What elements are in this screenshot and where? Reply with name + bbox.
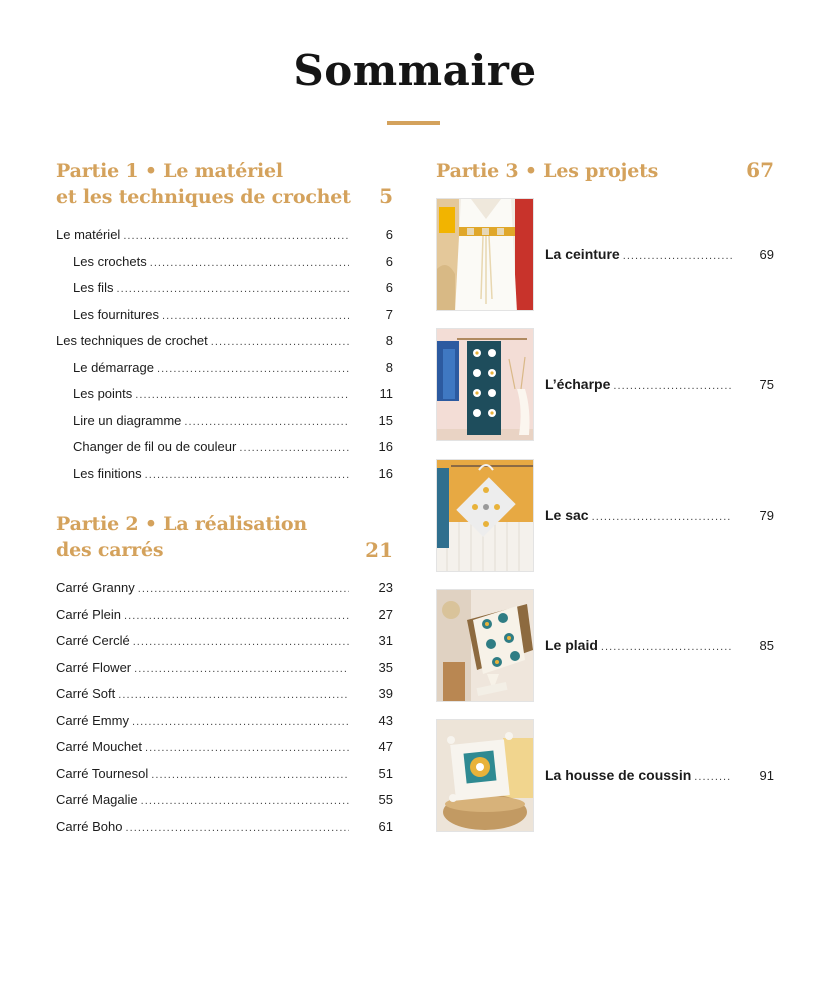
toc-entry-label: Le démarrage: [73, 359, 154, 375]
toc-entry-label: Lire un diagramme: [73, 412, 182, 428]
part1-toc-list: [56, 227, 393, 492]
project-page: 75: [759, 377, 774, 392]
toc-entry-label: Carré Soft: [56, 686, 116, 701]
part2-toc-list: [56, 580, 393, 845]
toc-entry-page: 8: [385, 359, 393, 375]
toc-entry-label: Carré Magalie: [56, 792, 138, 807]
toc-entry[interactable]: [56, 633, 393, 660]
leader-dots: [135, 389, 349, 401]
project-row-cushion[interactable]: [545, 767, 774, 783]
toc-entry[interactable]: [56, 307, 393, 334]
part2-page: 21: [365, 538, 393, 562]
toc-entry[interactable]: [56, 254, 393, 281]
project-label: Le plaid: [545, 637, 598, 653]
leader-dots: [162, 310, 349, 322]
toc-entry-page: 16: [378, 439, 393, 454]
toc-entry[interactable]: [56, 466, 393, 493]
toc-entry-label: Les crochets: [73, 253, 147, 269]
leader-dots: [138, 583, 349, 595]
toc-entry-label: Carré Tournesol: [56, 765, 149, 781]
toc-entry[interactable]: [56, 360, 393, 387]
toc-entry-label: Les fournitures: [73, 306, 159, 322]
part1-page: 5: [379, 184, 393, 208]
leader-dots: [145, 469, 349, 481]
project-page: 85: [759, 638, 774, 653]
toc-entry[interactable]: [56, 766, 393, 793]
leader-dots: [124, 610, 349, 622]
project-item: [436, 589, 774, 702]
toc-entry-label: Changer de fil ou de couleur: [73, 439, 237, 454]
toc-entry[interactable]: [56, 739, 393, 766]
scarf-photo: [436, 328, 534, 441]
project-item: [436, 719, 774, 832]
toc-entry-label: Carré Plein: [56, 606, 122, 622]
leader-dots: [125, 822, 349, 834]
toc-entry[interactable]: [56, 792, 393, 819]
leader-dots: [601, 641, 732, 653]
toc-entry-label: Les points: [73, 386, 133, 401]
project-label: La housse de coussin: [545, 767, 692, 783]
part3-heading: [436, 158, 696, 184]
toc-entry[interactable]: [56, 333, 393, 360]
bag-photo: [436, 459, 534, 572]
toc-entry[interactable]: [56, 413, 393, 440]
project-label: Le sac: [545, 507, 589, 523]
toc-entry-label: Carré Cerclé: [56, 633, 130, 648]
leader-dots: [184, 416, 349, 428]
toc-entry-label: Les techniques de crochet: [56, 333, 208, 348]
leader-dots: [613, 380, 732, 392]
part2-title-line1: Partie 2 • La réalisation: [56, 513, 308, 535]
leader-dots: [118, 689, 349, 701]
leader-dots: [134, 663, 349, 675]
leader-dots: [211, 336, 349, 348]
toc-entry-page: 15: [378, 412, 393, 428]
toc-entry-page: 6: [385, 253, 393, 269]
leader-dots: [239, 442, 349, 454]
part2-heading: [56, 511, 376, 563]
toc-entry-label: Le matériel: [56, 227, 121, 242]
toc-entry-page: 51: [378, 765, 393, 781]
toc-entry-page: 6: [385, 280, 393, 295]
leader-dots: [132, 716, 349, 728]
toc-entry-page: 23: [378, 580, 393, 595]
belt-photo: [436, 198, 534, 311]
project-label: La ceinture: [545, 246, 620, 262]
toc-entry-page: 43: [378, 712, 393, 728]
leader-dots: [133, 636, 349, 648]
toc-entry-page: 6: [385, 227, 393, 242]
leader-dots: [157, 363, 349, 375]
cushion-photo: [436, 719, 534, 832]
toc-entry-page: 31: [378, 633, 393, 648]
leader-dots: [694, 771, 732, 783]
part1-heading: [56, 158, 376, 210]
toc-entry[interactable]: [56, 819, 393, 846]
blanket-photo: [436, 589, 534, 702]
leader-dots: [141, 795, 349, 807]
toc-entry-label: Les finitions: [73, 465, 142, 481]
toc-entry[interactable]: [56, 607, 393, 634]
leader-dots: [116, 283, 349, 295]
part3-title: Partie 3 • Les projets: [436, 160, 659, 182]
page-title: Sommaire: [293, 46, 537, 95]
toc-entry[interactable]: [56, 227, 393, 254]
project-item: [436, 198, 774, 311]
toc-entry[interactable]: [56, 580, 393, 607]
part3-page: 67: [746, 158, 774, 182]
toc-entry[interactable]: [56, 280, 393, 307]
toc-entry-page: 61: [378, 818, 393, 834]
project-page: 79: [759, 508, 774, 523]
toc-entry-page: 11: [379, 386, 393, 401]
project-row-belt[interactable]: [545, 246, 774, 262]
toc-entry-label: Carré Emmy: [56, 712, 129, 728]
toc-entry[interactable]: [56, 713, 393, 740]
project-page: 91: [759, 768, 774, 783]
toc-entry-label: Carré Mouchet: [56, 739, 142, 754]
toc-entry-page: 55: [378, 792, 393, 807]
toc-entry-page: 27: [378, 606, 393, 622]
toc-entry-label: Carré Flower: [56, 659, 132, 675]
leader-dots: [150, 257, 349, 269]
project-page: 69: [759, 247, 774, 262]
part2-title-line2: des carrés: [56, 539, 164, 561]
toc-entry-label: Carré Granny: [56, 580, 135, 595]
leader-dots: [123, 230, 349, 242]
title-divider: [387, 121, 440, 125]
toc-entry-label: Les fils: [73, 280, 114, 295]
project-item: [436, 328, 774, 441]
toc-entry-page: 35: [378, 659, 393, 675]
project-item: [436, 459, 774, 572]
project-row-bag[interactable]: [545, 507, 774, 523]
toc-entry-page: 16: [378, 465, 393, 481]
leader-dots: [145, 742, 349, 754]
toc-entry[interactable]: [56, 386, 393, 413]
project-row-blanket[interactable]: [545, 637, 774, 653]
leader-dots: [151, 769, 349, 781]
project-label: L’écharpe: [545, 376, 611, 392]
project-row-scarf[interactable]: [545, 376, 774, 392]
toc-entry-page: 47: [378, 739, 393, 754]
toc-entry[interactable]: [56, 660, 393, 687]
part1-title-line2: et les techniques de crochet: [56, 186, 351, 208]
toc-entry[interactable]: [56, 686, 393, 713]
toc-entry-page: 7: [385, 306, 393, 322]
leader-dots: [592, 511, 732, 523]
part1-title-line1: Partie 1 • Le matériel: [56, 160, 283, 182]
toc-entry-label: Carré Boho: [56, 818, 123, 834]
leader-dots: [623, 250, 732, 262]
toc-entry-page: 39: [378, 686, 393, 701]
toc-entry[interactable]: [56, 439, 393, 466]
toc-entry-page: 8: [385, 333, 393, 348]
